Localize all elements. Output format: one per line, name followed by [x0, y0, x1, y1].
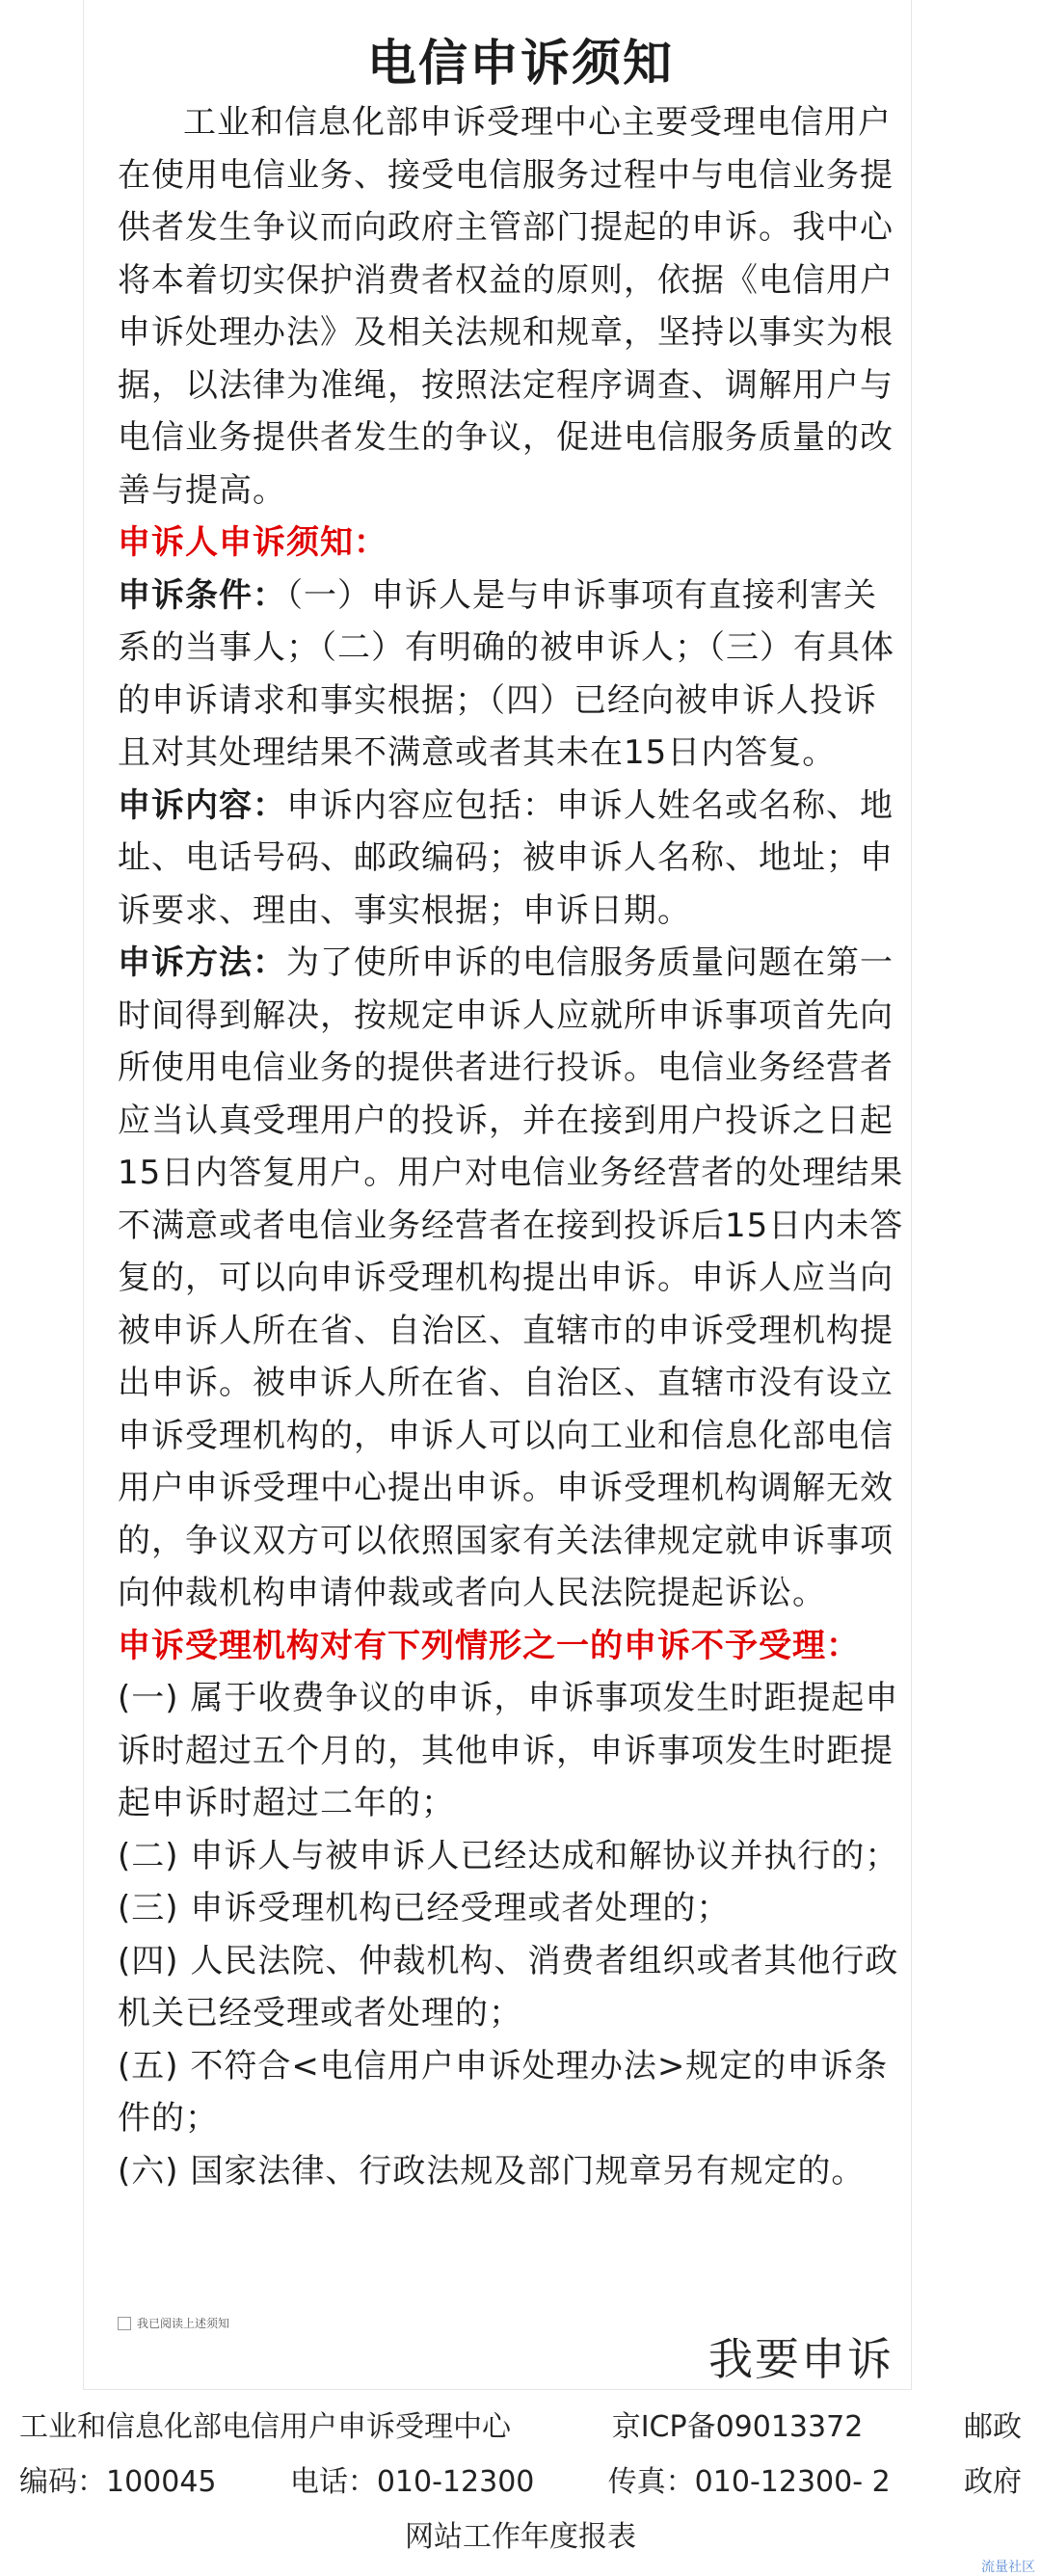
reject-item-2: (二) 申诉人与被申诉人已经达成和解协议并执行的； — [118, 1836, 899, 1875]
method-label: 申诉方法： — [118, 943, 286, 982]
submit-complaint-button[interactable]: 我要申诉 — [708, 2324, 921, 2382]
footer-icp-link[interactable]: 京ICP备09013372 — [611, 2410, 864, 2444]
reject-item-5: (五) 不符合<电信用户申诉处理办法>规定的申诉条件的； — [118, 2046, 889, 2138]
watermark: 流量社区 — [981, 2560, 1035, 2575]
intro-paragraph: 工业和信息化部申诉受理中心主要受理电信用户在使用电信业务、接受电信服务过程中与电信业务提供者发生争议而向政府主管部门提起的申诉。我中心将本着切实保护消费者权益的原则，依据《电信用户申诉处理办法》及相关法规和规章，坚持以事实为根据，以法律为准绳，按照法定程序调查、调解用户与电信业务提供者发生的争议，促进电信服务质量的改善与提高。 — [118, 103, 894, 510]
footer-fax: 传真：010-12300- 2 — [607, 2465, 891, 2499]
footer-phone: 电话：010-12300 — [289, 2465, 535, 2499]
content-paragraph — [118, 780, 906, 938]
agree-checkbox[interactable] — [118, 2317, 131, 2330]
conditions-text: （一）申诉人是与申诉事项有直接利害关系的当事人；（二）有明确的被申诉人；（三）有具体的申诉请求和事实根据；（四）已经向被申诉人投诉且对其处理结果不满意或者其未在15日内答复。 — [118, 575, 894, 772]
footer — [19, 2400, 1022, 2564]
conditions-paragraph — [118, 570, 906, 780]
notice-heading: 申诉人申诉须知： — [118, 523, 387, 562]
footer-postal-code: 编码：100045 — [19, 2465, 217, 2499]
reject-item-4: (四) 人民法院、仲裁机构、消费者组织或者其他行政机关已经受理或者处理的； — [118, 1941, 899, 2032]
reject-item-3: (三) 申诉受理机构已经受理或者处理的； — [118, 1889, 731, 1927]
footer-gov-link-part1[interactable]: 政府 — [963, 2465, 1022, 2499]
reject-item-1: (一) 属于收费争议的申诉，申诉事项发生时距提起申诉时超过五个月的，其他申诉，申诉事项发生时距提起申诉时超过二年的； — [118, 1679, 899, 1822]
page-title: 电信申诉须知 — [366, 36, 674, 93]
method-paragraph — [118, 937, 906, 1620]
reject-item-6: (六) 国家法律、行政法规及部门规章另有规定的。 — [118, 2151, 866, 2191]
content-text: 申诉内容应包括：申诉人姓名或名称、地址、电话号码、邮政编码；被申诉人名称、地址；申诉要求、理由、事实根据；申诉日期。 — [118, 785, 894, 930]
reject-heading: 申诉受理机构对有下列情形之一的申诉不予受理： — [118, 1626, 860, 1665]
footer-gov-link-part2[interactable]: 网站工作年度报表 — [405, 2520, 636, 2554]
agree-label: 我已阅读上述须知 — [137, 2317, 230, 2330]
content-label: 申诉内容： — [118, 785, 286, 825]
method-text: 为了使所申诉的电信服务质量问题在第一时间得到解决，按规定申诉人应就所申诉事项首先向所使用电信业务的提供者进行投诉。电信业务经营者应当认真受理用户的投诉，并在接到用户投诉之日起15日内答复用户。用户对电信业务经营者的处理结果不满意或者电信业务经营者在接到投诉后15日内未答复的，可以向申诉受理机构提出申诉。申诉人应当向被申诉人所在省、自治区、直辖市的申诉受理机构提出申诉。被申诉人所在省、自治区、直辖市没有设立申诉受理机构的，申诉人可以向工业和信息化部电信用户申诉受理中心提出申诉。申诉受理机构调解无效的，争议双方可以依照国家有关法律规定就申诉事项向仲裁机构申请仲裁或者向人民法院提起诉讼。 — [118, 943, 904, 1612]
conditions-label: 申诉条件： — [118, 575, 286, 615]
footer-postal-label: 邮政 — [964, 2410, 1022, 2444]
notice-content — [118, 96, 906, 2197]
footer-row-1 — [19, 2400, 1022, 2455]
footer-org: 工业和信息化部电信用户申诉受理中心 — [19, 2410, 511, 2444]
footer-row-2 — [19, 2455, 1022, 2510]
agree-row[interactable] — [118, 2315, 229, 2331]
